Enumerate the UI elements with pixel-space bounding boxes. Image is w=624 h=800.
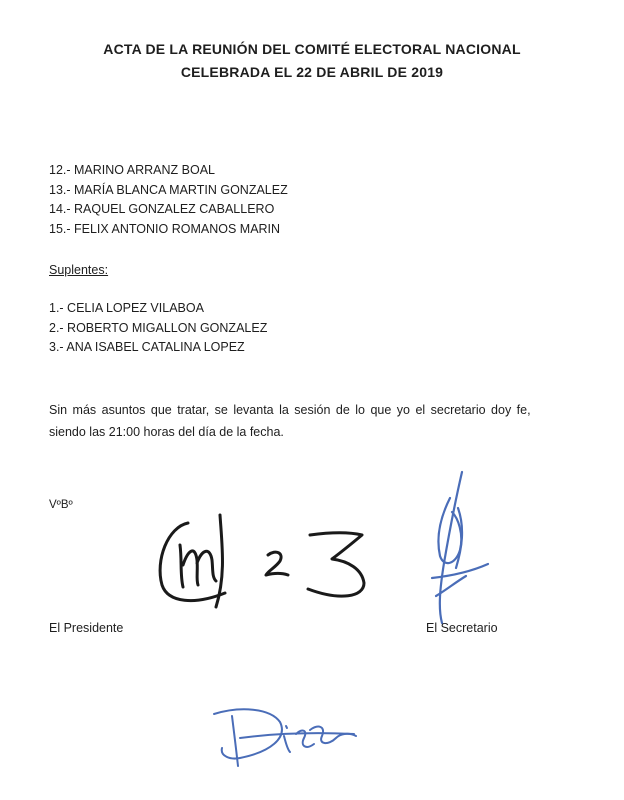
- member-item: 13.- MARÍA BLANCA MARTIN GONZALEZ: [49, 182, 288, 197]
- closing-line-1: Sin más asuntos que tratar, se levanta la sesión de lo que yo el secretario doy fe,: [49, 403, 531, 417]
- president-label: El Presidente: [49, 621, 124, 635]
- member-item: 15.- FELIX ANTONIO ROMANOS MARIN: [49, 221, 281, 236]
- secretary-label: El Secretario: [426, 621, 498, 635]
- secretary-signature: [410, 468, 500, 628]
- member-item: 12.- MARINO ARRANZ BOAL: [49, 163, 216, 177]
- substitute-item: 1.- CELIA LOPEZ VILABOA: [49, 301, 204, 315]
- substitute-item: 2.- ROBERTO MIGALLON GONZALEZ: [49, 320, 268, 335]
- bottom-signature: [210, 700, 360, 775]
- substitute-item: 3.- ANA ISABEL CATALINA LOPEZ: [49, 340, 245, 354]
- substitutes-list: [49, 299, 267, 358]
- title-line-1: ACTA DE LA REUNIÓN DEL COMITÉ ELECTORAL NACIONAL: [103, 41, 521, 57]
- members-list: [49, 161, 288, 239]
- vobo-label: VºBº: [49, 499, 73, 511]
- president-signature: [150, 505, 380, 615]
- member-item: 14.- RAQUEL GONZALEZ CABALLERO: [49, 202, 275, 216]
- title-line-2: CELEBRADA EL 22 DE ABRIL DE 2019: [180, 64, 444, 80]
- closing-line-2: siendo las 21:00 horas del día de la fecha.: [49, 425, 284, 439]
- substitutes-heading: Suplentes:: [49, 263, 109, 277]
